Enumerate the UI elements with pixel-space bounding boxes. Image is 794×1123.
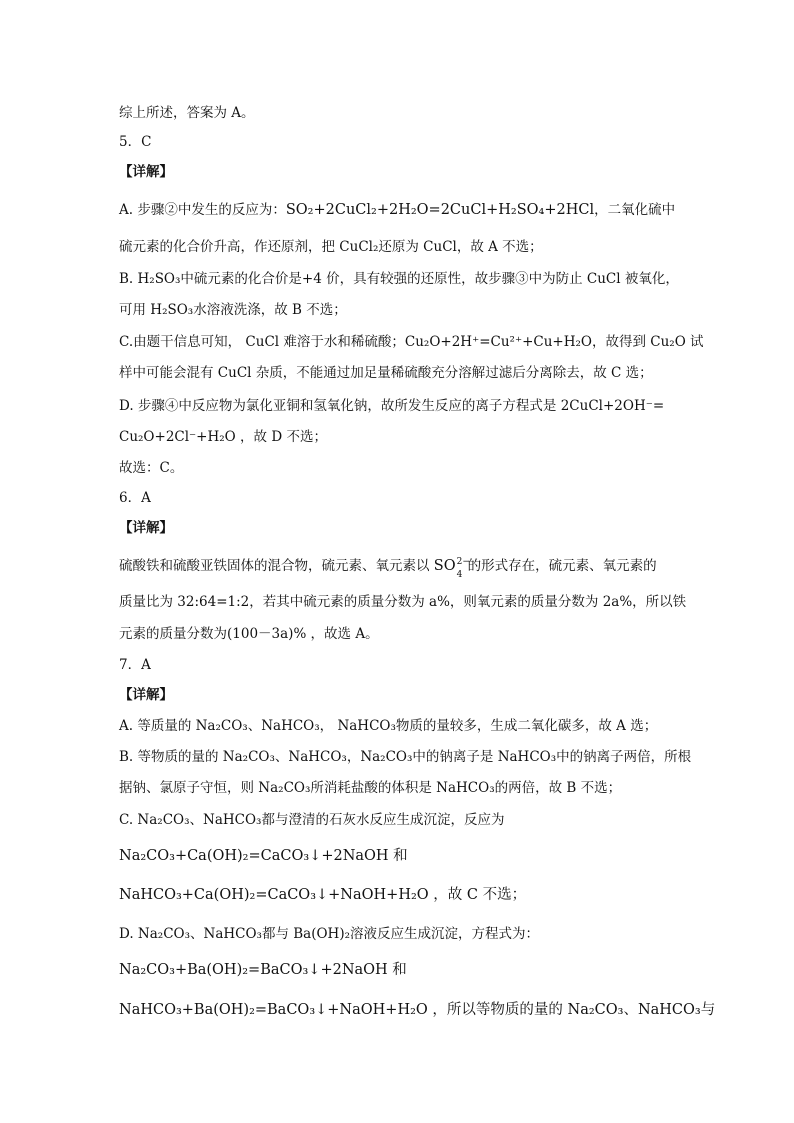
q7-option-d-line1: D. Na₂CO₃、NaHCO₃都与 Ba(OH)₂溶液反应生成沉淀，方程式为： <box>119 926 539 942</box>
q5-option-d-line2: Cu₂O+2Cl⁻+H₂O ，故 D 不选； <box>119 429 327 445</box>
q5-conclusion: 故选：C。 <box>119 460 184 476</box>
q5-option-c-line1: C.由题干信息可知， CuCl 难溶于水和稀硫酸；Cu₂O+2H⁺=Cu²⁺+Cu+H₂O，故得到 Cu₂O 试 <box>119 334 704 350</box>
q5-option-b-line1: B. H₂SO₃中硫元素的化合价是+4 价，具有较强的还原性，故步骤③中为防止 CuCl 被氧化， <box>119 271 679 287</box>
conclusion-text: 综上所述，答案为 A。 <box>119 105 255 121</box>
q7-option-b-line1: B. 等物质的量的 Na₂CO₃、NaHCO₃，Na₂CO₃中的钠离子是 NaHCO₃中的钠离子两倍，所根 <box>119 749 692 765</box>
question-7-answer: 7．A <box>119 657 151 673</box>
q5-option-b-line2: 可用 H₂SO₃水溶液洗涤，故 B 不选； <box>119 302 347 318</box>
q5-option-a-text: A. 步骤②中发生的反应为： <box>119 202 286 218</box>
q5-option-a-line2: 硫元素的化合价升高，作还原剂，把 CuCl₂还原为 CuCl，故 A 不选； <box>119 239 543 255</box>
question-6-answer: 6．A <box>119 490 151 506</box>
q5-option-a-line1 <box>119 201 675 219</box>
sulfate-ion-base: SO <box>433 558 456 574</box>
q6-line3: 元素的质量分数为(100－3a)% ，故选 A。 <box>119 626 379 642</box>
q5-option-d-line1: D. 步骤④中反应物为氯化亚铜和氢氧化钠，故所发生反应的离子方程式是 2CuCl+2OH⁻= <box>119 398 665 414</box>
q5-option-c-line2: 样中可能会混有 CuCl 杂质，不能通过加足量稀硫酸充分溶解过滤后分离除去，故 C 选； <box>119 365 653 381</box>
q6-line2: 质量比为 32:64=1:2，若其中硫元素的质量分数为 a%，则氧元素的质量分数为 2a%，所以铁 <box>119 594 687 610</box>
q7-option-b-line2: 据钠、氯原子守恒，则 Na₂CO₃所消耗盐酸的体积是 NaHCO₃的两倍，故 B 不选； <box>119 780 622 796</box>
question-5-answer: 5．C <box>119 134 152 150</box>
q5-equation: SO₂+2CuCl₂+2H₂O=2CuCl+H₂SO₄+2HCl <box>285 202 595 218</box>
q5-option-a-tail: ，二氧化硫中 <box>594 202 676 218</box>
q7-equation-1: Na₂CO₃+Ca(OH)₂=CaCO₃↓+2NaOH 和 <box>119 848 408 864</box>
sulfate-ion-subscript: 4 <box>456 570 463 580</box>
q6-line1 <box>119 557 657 580</box>
q7-explanation-heading: 【详解】 <box>119 687 173 703</box>
q7-equation-3: Na₂CO₃+Ba(OH)₂=BaCO₃↓+2NaOH 和 <box>119 962 407 978</box>
sulfate-ion <box>433 557 470 580</box>
q6-line1-text-a: 硫酸铁和硫酸亚铁固体的混合物，硫元素、氧元素以 <box>119 558 430 574</box>
q5-explanation-heading: 【详解】 <box>119 164 173 180</box>
q7-equation-2: NaHCO₃+Ca(OH)₂=CaCO₃↓+NaOH+H₂O ，故 C 不选； <box>119 887 527 903</box>
q6-explanation-heading: 【详解】 <box>119 520 173 536</box>
q7-equation-4: NaHCO₃+Ba(OH)₂=BaCO₃↓+NaOH+H₂O ，所以等物质的量的 Na₂CO₃、NaHCO₃与 <box>119 1002 716 1018</box>
q7-option-c-line1: C. Na₂CO₃、NaHCO₃都与澄清的石灰水反应生成沉淀，反应为 <box>119 812 505 828</box>
q7-option-a: A. 等质量的 Na₂CO₃、NaHCO₃， NaHCO₃物质的量较多，生成二氧化碳多，故 A 选； <box>119 718 658 734</box>
sulfate-ion-charge: 2− <box>456 557 470 567</box>
q6-line1-text-b: 的形式存在，硫元素、氧元素的 <box>467 558 657 574</box>
